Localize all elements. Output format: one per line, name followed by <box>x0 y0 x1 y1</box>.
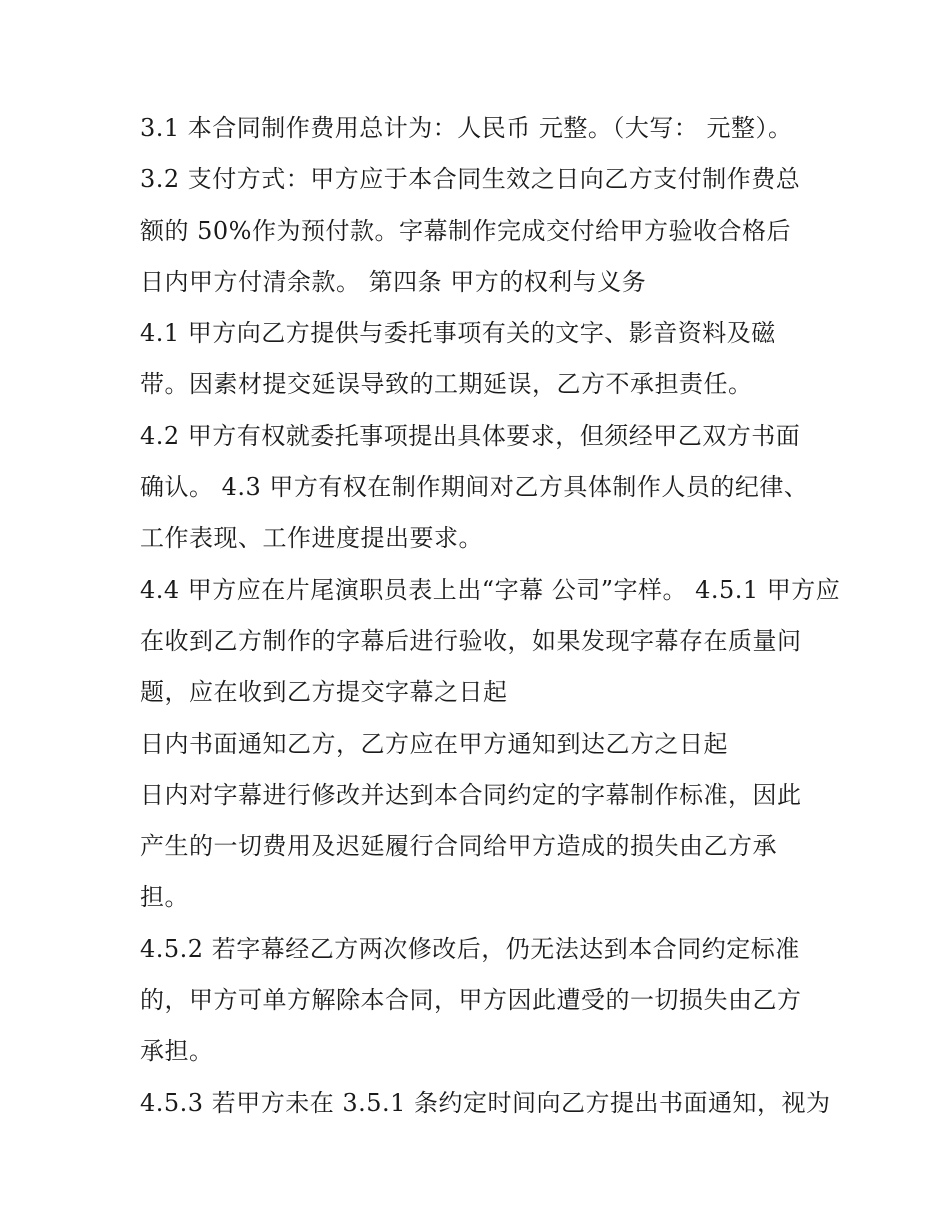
text-line: 日内书面通知乙方，乙方应在甲方通知到达乙方之日起 <box>140 729 728 758</box>
text-line: 4.4 甲方应在片尾演职员表上出“字幕 公司”字样。 4.5.1 甲方应 <box>140 575 841 604</box>
text-line: 额的 50%作为预付款。字幕制作完成交付给甲方验收合格后 <box>140 216 791 245</box>
text-line: 产生的一切费用及迟延履行合同给甲方造成的损失由乙方承 <box>140 832 777 861</box>
text-line: 4.5.3 若甲方未在 3.5.1 条约定时间向乙方提出书面通知，视为 <box>140 1088 831 1117</box>
text-line: 4.2 甲方有权就委托事项提出具体要求，但须经甲乙双方书面 <box>140 421 801 450</box>
text-line: 日内甲方付清余款。 第四条 甲方的权利与义务 <box>140 267 647 296</box>
text-line: 日内对字幕进行修改并达到本合同约定的字幕制作标准，因此 <box>140 780 802 809</box>
text-line: 3.2 支付方式：甲方应于本合同生效之日向乙方支付制作费总 <box>140 165 801 194</box>
text-line: 3.1 本合同制作费用总计为：人民币 元整。（大写： 元整）。 <box>140 114 793 142</box>
text-line: 担。 <box>140 883 189 912</box>
text-line: 工作表现、工作进度提出要求。 <box>140 524 483 553</box>
text-line: 确认。 4.3 甲方有权在制作期间对乙方具体制作人员的纪律、 <box>140 473 809 502</box>
text-line: 4.5.2 若字幕经乙方两次修改后，仍无法达到本合同约定标准 <box>140 934 800 963</box>
text-line: 在收到乙方制作的字幕后进行验收，如果发现字幕存在质量问 <box>140 626 802 655</box>
text-line: 带。因素材提交延误导致的工期延误，乙方不承担责任。 <box>140 370 753 399</box>
document-body <box>140 103 841 1129</box>
text-line: 的，甲方可单方解除本合同，甲方因此遭受的一切损失由乙方 <box>140 986 802 1015</box>
text-line: 承担。 <box>140 1037 214 1066</box>
text-line: 4.1 甲方向乙方提供与委托事项有关的文字、影音资料及磁 <box>140 319 776 348</box>
text-line: 题，应在收到乙方提交字幕之日起 <box>140 678 508 707</box>
